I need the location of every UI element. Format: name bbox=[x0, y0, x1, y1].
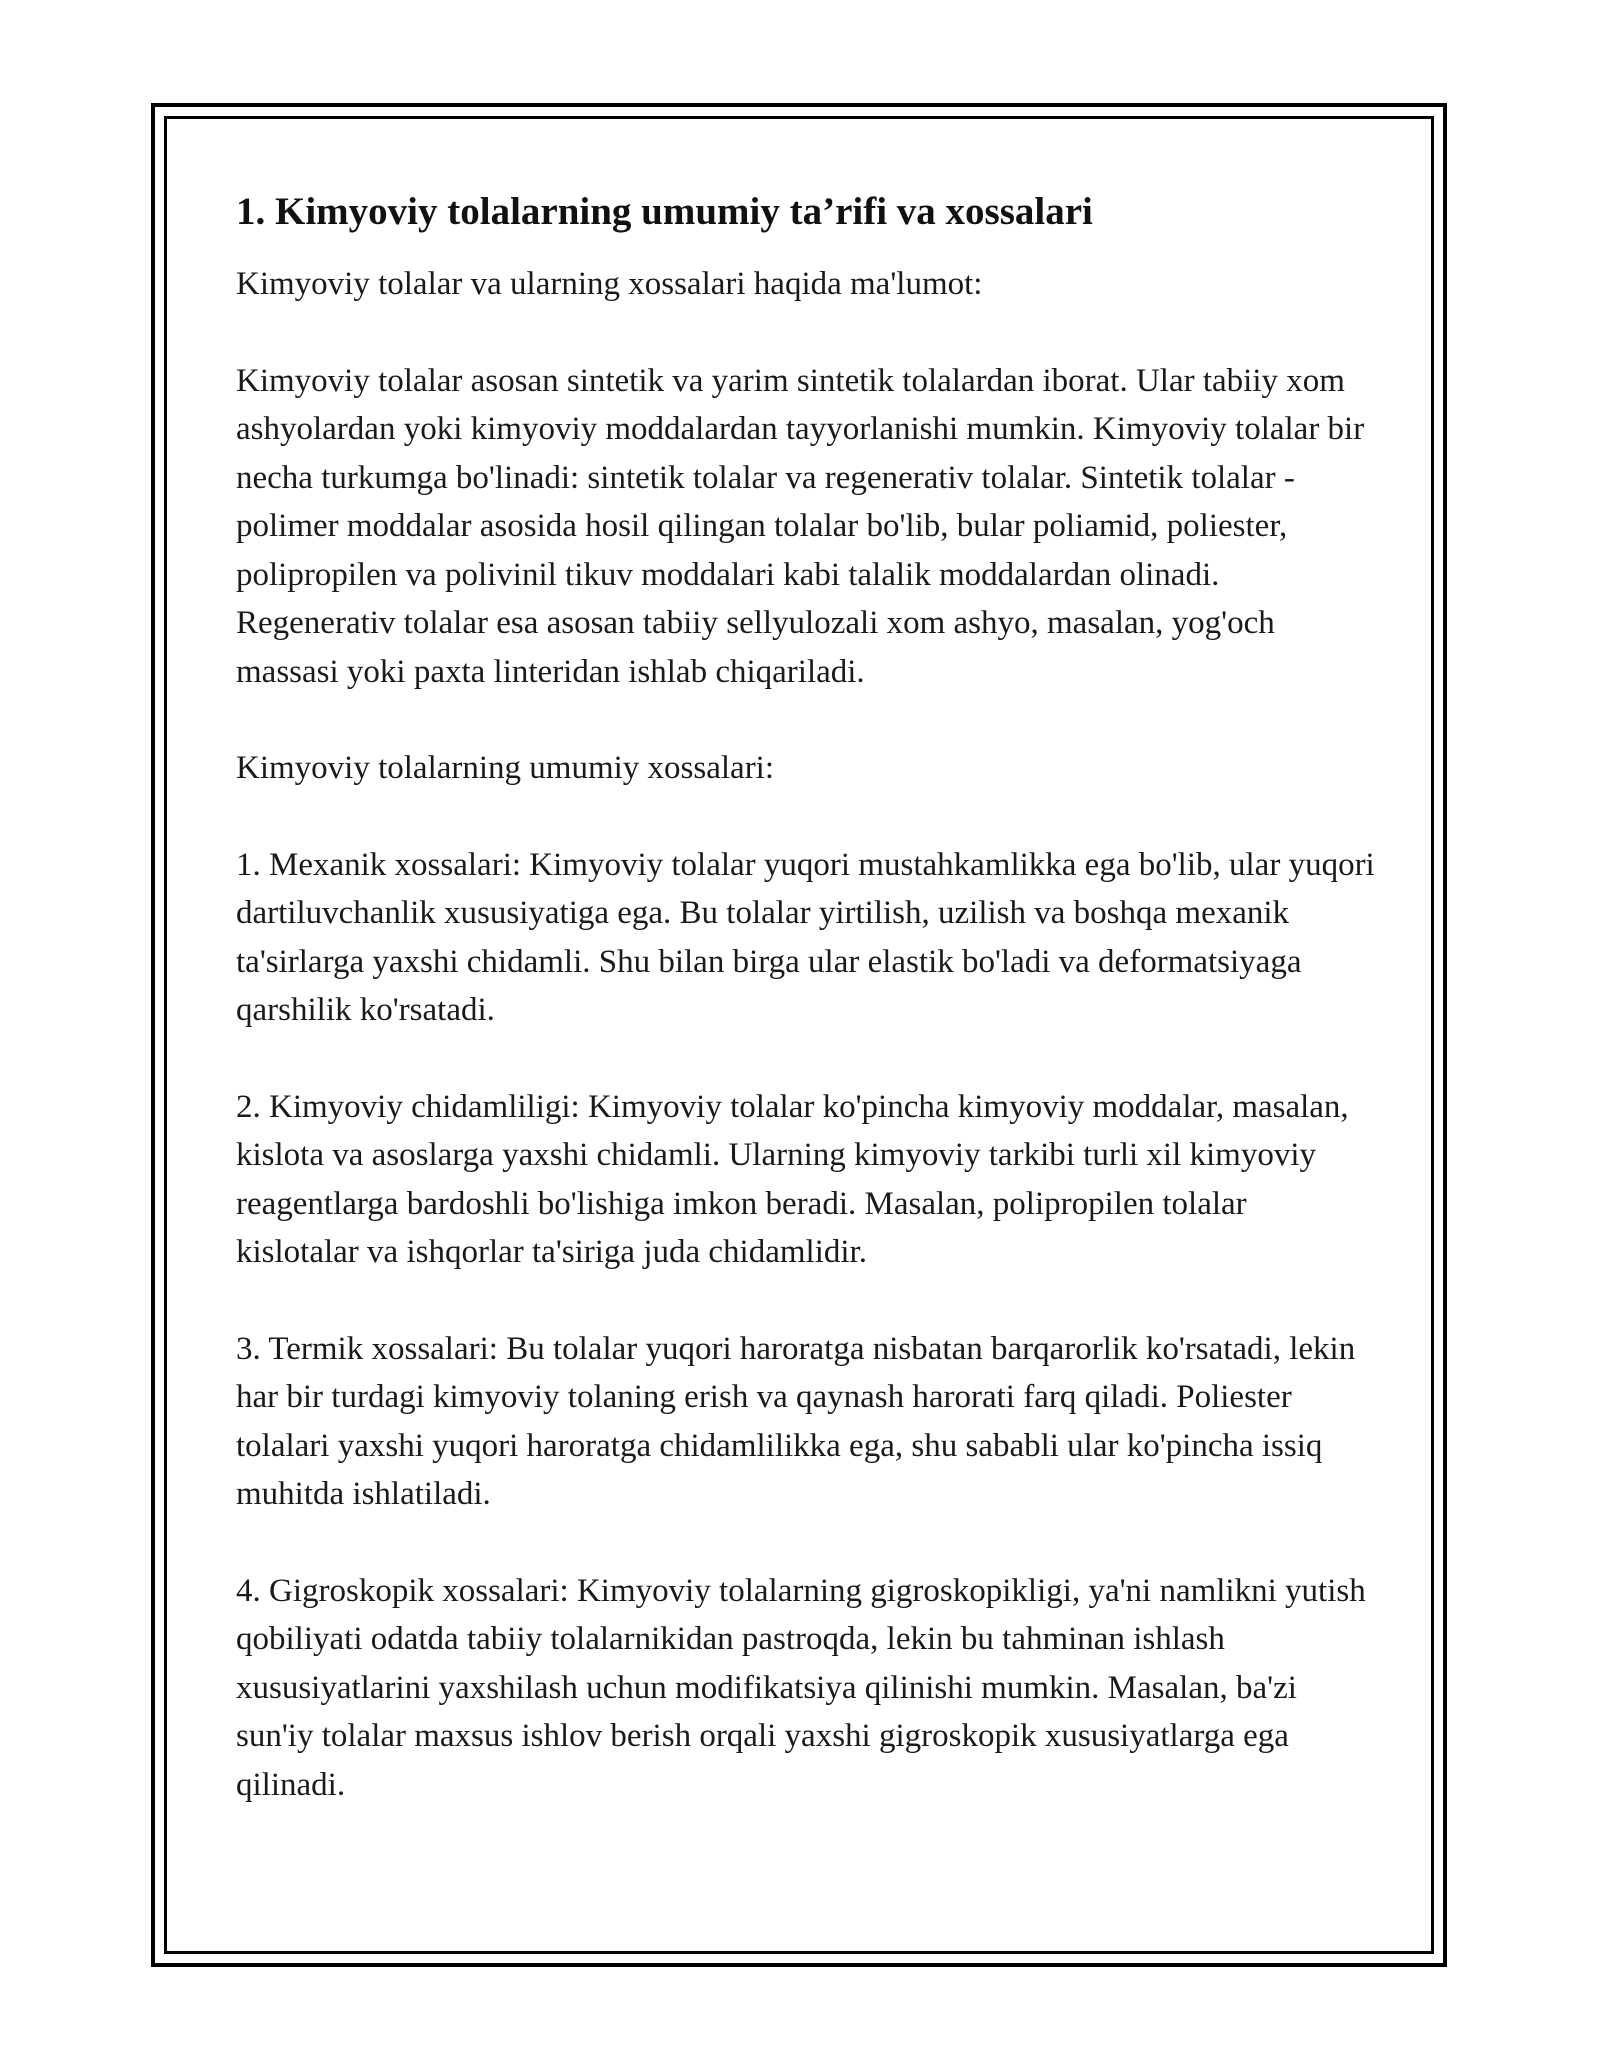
definition-paragraph: Kimyoviy tolalar asosan sintetik va yarim sintetik tolalardan iborat. Ular tabiiy xom ashyolardan yoki kimyoviy moddalardan tayyorlanishi mumkin. Kimyoviy tolalar bir necha turkumga bo'linadi: sintetik tolalar va regenerativ tolalar. Sintetik tolalar - polimer moddalar asosida hosil qilingan tolalar bo'lib, bular poliamid, poliester, polipropilen va polivinil tikuv moddalari kabi talalik moddalardan olinadi. Regenerativ tolalar esa asosan tabiiy sellyulozali xom ashyo, masalan, yog'och massasi yoki paxta linteridan ishlab chiqariladi. bbox=[236, 362, 1365, 690]
section-heading: 1. Kimyoviy tolalarning umumiy ta’rifi va xossalari bbox=[236, 190, 1093, 233]
properties-intro-paragraph: Kimyoviy tolalarning umumiy xossalari: bbox=[236, 750, 775, 786]
document-body bbox=[236, 188, 1376, 1857]
property-hygroscopic: 4. Gigroskopik xossalari: Kimyoviy tolalarning gigroskopikligi, ya'ni namlikni yutish qobiliyati odatda tabiiy tolalarnikidan pastroqda, lekin bu tahminan ishlash xususiyatlarini yaxshilash uchun modifikatsiya qilinishi mumkin. Masalan, ba'zi sun'iy tolalar maxsus ishlov berish orqali yaxshi gigroskopik xususiyatlarga ega qilinadi. bbox=[236, 1572, 1366, 1803]
intro-paragraph: Kimyoviy tolalar va ularning xossalari haqida ma'lumot: bbox=[236, 266, 983, 302]
property-chemical: 2. Kimyoviy chidamliligi: Kimyoviy tolalar ko'pincha kimyoviy moddalar, masalan, kislota va asoslarga yaxshi chidamli. Ularning kimyoviy tarkibi turli xil kimyoviy reagentlarga bardoshli bo'lishiga imkon beradi. Masalan, polipropilen tolalar kislotalar va ishqorlar ta'siriga juda chidamlidir. bbox=[236, 1088, 1349, 1270]
property-thermal: 3. Termik xossalari: Bu tolalar yuqori haroratga nisbatan barqarorlik ko'rsatadi, lekin har bir turdagi kimyoviy tolaning erish va qaynash harorati farq qiladi. Poliester tolalari yaxshi yuqori haroratga chidamlilikka ega, shu sababli ular ko'pincha issiq muhitda ishlatiladi. bbox=[236, 1330, 1356, 1512]
property-mechanical: 1. Mexanik xossalari: Kimyoviy tolalar yuqori mustahkamlikka ega bo'lib, ular yuqori dartiluvchanlik xususiyatiga ega. Bu tolalar yirtilish, uzilish va boshqa mexanik ta'sirlarga yaxshi chidamli. Shu bilan birga ular elastik bo'ladi va deformatsiyaga qarshilik ko'rsatadi. bbox=[236, 846, 1375, 1028]
